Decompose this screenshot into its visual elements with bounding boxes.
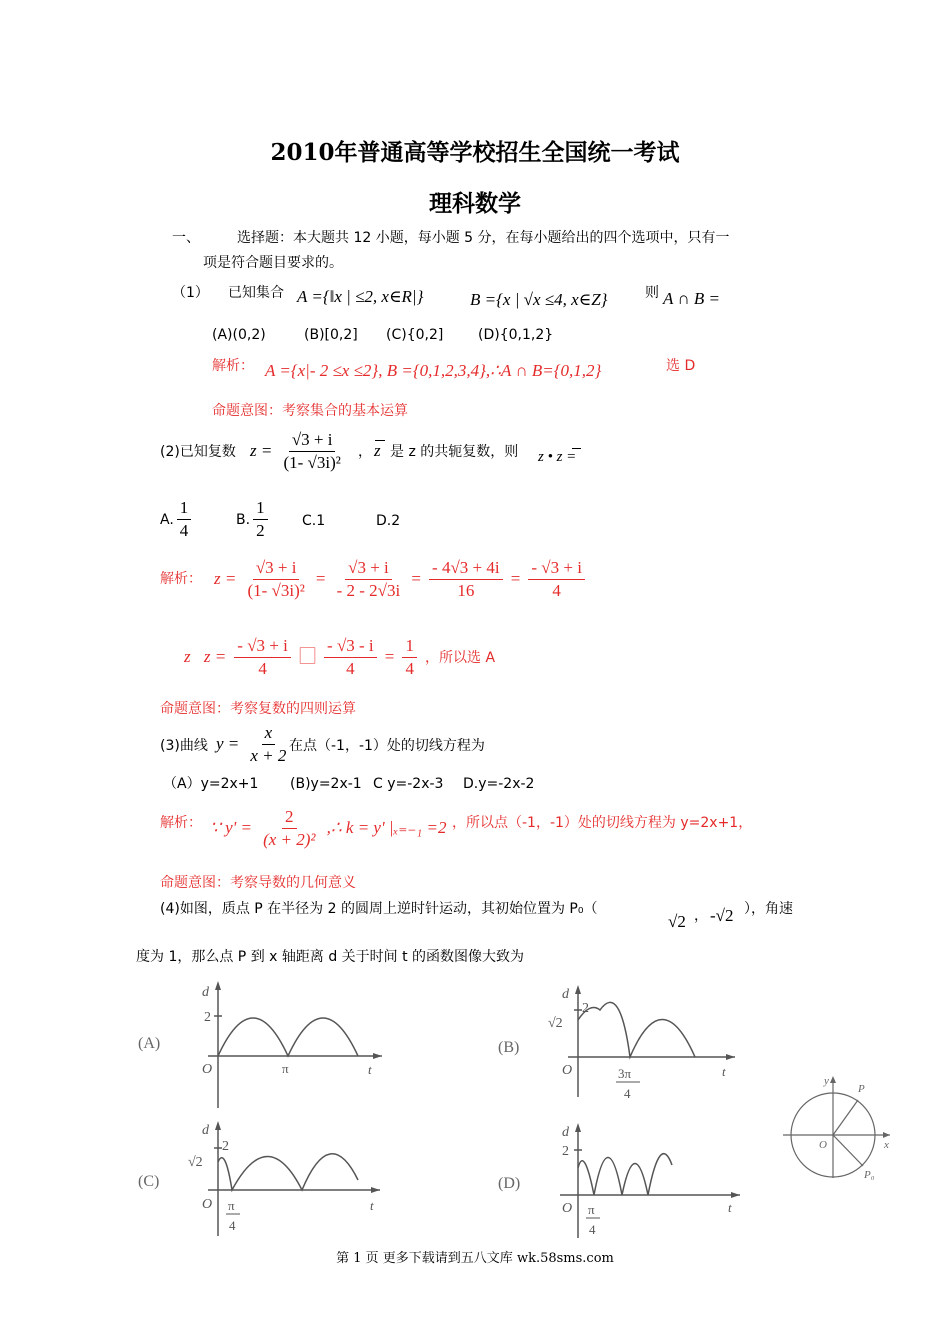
graph-d-xtick-den: 4 — [589, 1222, 596, 1237]
q2-z: z = — [250, 441, 273, 460]
q2-formula — [250, 430, 347, 473]
section-text: 选择题：本大题共 12 小题，每小题 5 分，在每小题给出的四个选项中，只有一 — [237, 230, 730, 246]
graph-c-ytick-top: 2 — [222, 1139, 229, 1154]
graph-a-xtick: π — [282, 1061, 289, 1076]
q3-intent: 命题意图：考察导数的几何意义 — [160, 875, 356, 891]
q2-option-a: A. $\frac{1}{4}$ — [160, 498, 194, 541]
q1-option-c: (C){0,2] — [386, 327, 444, 343]
q3-option-b: (B)y=2x-1 — [290, 776, 362, 792]
q1-set-a: A ={‖x | ≤2, x∈R|} — [297, 287, 424, 306]
graph-b-d: d — [562, 987, 569, 1002]
graph-a — [130, 978, 390, 1108]
q1-option-b: (B)[0,2] — [304, 327, 358, 343]
graph-d-option: (D) — [498, 1175, 521, 1192]
q3-option-d: D.y=-2x-2 — [463, 776, 535, 792]
graph-c-xtick-den: 4 — [229, 1218, 236, 1233]
graph-d-d: d — [562, 1125, 569, 1140]
graph-a-ytick: 2 — [204, 1010, 211, 1025]
q4-p0-end: ），角速 — [744, 901, 793, 917]
graph-d-origin: O — [562, 1201, 573, 1216]
q2-conj-symbol: z — [374, 440, 385, 461]
circle-y-label: y — [824, 1075, 829, 1087]
graph-b-xtick-den: 4 — [624, 1086, 631, 1101]
q1-label: （1） — [172, 285, 209, 301]
q2-option-b: B. $\frac{1}{2}$ — [236, 498, 271, 541]
q2-intent: 命题意图：考察复数的四则运算 — [160, 701, 356, 717]
section-number: 一、 — [172, 230, 200, 246]
q3-option-c: C y=-2x-3 — [373, 776, 444, 792]
q2-label: (2)已知复数 — [160, 444, 236, 460]
graph-b-origin: O — [562, 1063, 573, 1078]
q4-p0-y: -√2 — [710, 906, 734, 925]
graph-b-ytick: √2 — [548, 1016, 563, 1031]
q3-analysis: ∵ y' = $\frac{2}{\text{(x + 2)²}}$ ,∴ k = y' |ₓ₌₋₁ =2 — [210, 807, 447, 849]
graph-c-option: (C) — [138, 1173, 160, 1190]
graph-b-option: (B) — [498, 1039, 520, 1056]
q1-intent: 命题意图：考察集合的基本运算 — [212, 403, 408, 419]
q1-stem: 已知集合 — [228, 285, 284, 301]
graph-a-option: (A) — [138, 1035, 161, 1052]
graph-d — [490, 1120, 750, 1246]
graph-b-xtick-num: 3π — [618, 1066, 632, 1081]
graph-d-xtick-num: π — [588, 1202, 595, 1217]
q2-comma: ， — [358, 444, 372, 460]
q3-option-a: （A）y=2x+1 — [163, 776, 259, 792]
q4-p0-sep: ， — [694, 908, 708, 924]
q3-analysis-label: 解析： — [160, 815, 202, 831]
q2-option-d: D.2 — [376, 513, 401, 529]
q4-stem-cont: 度为 1，那么点 P 到 x 轴距离 d 关于时间 t 的函数图像大致为 — [136, 949, 525, 965]
q2-analysis-label: 解析： — [160, 571, 202, 587]
graph-c-xtick-num: π — [228, 1198, 235, 1213]
q1-set-b: B ={x | √x ≤4, x∈Z} — [470, 290, 608, 309]
q1-option-a: (A)(0,2) — [212, 327, 266, 343]
q1-analysis: A ={x|- 2 ≤x ≤2}, B ={0,1,2,3,4},∴A ∩ B={0,1,2} — [265, 361, 602, 380]
circle-o-label: O — [819, 1139, 827, 1151]
q1-ask: A ∩ B = — [663, 289, 720, 308]
circle-x-label: x — [884, 1139, 889, 1151]
q3-conclusion: ，所以点（-1，-1）处的切线方程为 y=2x+1， — [452, 815, 753, 831]
q3-formula: y = $\frac{x}{x + 2}$ — [216, 723, 287, 765]
q2-analysis-line2: z⃞z = $\frac{- √3 + i}{4}$ ⃞ $\frac{- √3 - i}{4}$ = $\frac{1}{4}$ ，所以选 A — [184, 636, 496, 678]
q2-num: √3 + i — [289, 430, 336, 452]
graph-c — [130, 1118, 390, 1246]
q1-analysis-label: 解析： — [212, 358, 254, 374]
page-title: 2010年普通高等学校招生全国统一考试 — [270, 139, 680, 166]
circle-p0-label: P₀ — [864, 1169, 875, 1180]
q3-stem: 在点（-1，-1）处的切线方程为 — [289, 738, 485, 754]
graph-c-t: t — [370, 1198, 374, 1213]
q2-analysis-line1: z = $\frac{√3 + i}{\text{(1- √3i)²}}$ = $\frac{√3 + i}{- 2 - 2√3i}$ = $\frac{- 4√3 + 4i}{16}$ = $\frac{- √3 + i}{4}$ — [214, 558, 588, 601]
q1-option-d: (D){0,1,2} — [478, 327, 554, 343]
circle-diagram — [778, 1070, 898, 1180]
q3-label: (3)曲线 — [160, 738, 208, 754]
q1-then: 则 — [645, 285, 659, 301]
graph-a-d: d — [202, 985, 209, 1000]
graph-c-origin: O — [202, 1197, 213, 1212]
q2-den: (1- √3i)² — [283, 453, 341, 472]
graph-a-origin: O — [202, 1062, 213, 1077]
q4-p0-x: √2 — [668, 912, 686, 931]
graph-d-t: t — [728, 1200, 732, 1215]
page-subtitle: 理科数学 — [429, 190, 521, 217]
graph-d-ytick: 2 — [562, 1144, 569, 1159]
q1-analysis-end: 选 D — [666, 358, 696, 374]
q2-conj-text: 是 z 的共轭复数，则 — [390, 444, 519, 460]
graph-b-t: t — [722, 1064, 726, 1079]
graph-b-ytick-top: 2 — [582, 1001, 589, 1016]
circle-p-label: P — [858, 1083, 865, 1095]
graph-a-t: t — [368, 1062, 372, 1077]
q4-stem: (4)如图，质点 P 在半径为 2 的圆周上逆时针运动，其初始位置为 P₀（ — [160, 901, 598, 917]
section-text-cont: 项是符合题目要求的。 — [203, 255, 343, 271]
q2-option-c: C.1 — [302, 513, 326, 529]
graph-c-d: d — [202, 1123, 209, 1138]
graph-b — [490, 982, 750, 1112]
graph-c-ytick: √2 — [188, 1155, 203, 1170]
page-footer: 第 1 页 更多下载请到五八文库 wk.58sms.com — [336, 1251, 614, 1266]
q2-ask: z • z = — [538, 446, 576, 466]
